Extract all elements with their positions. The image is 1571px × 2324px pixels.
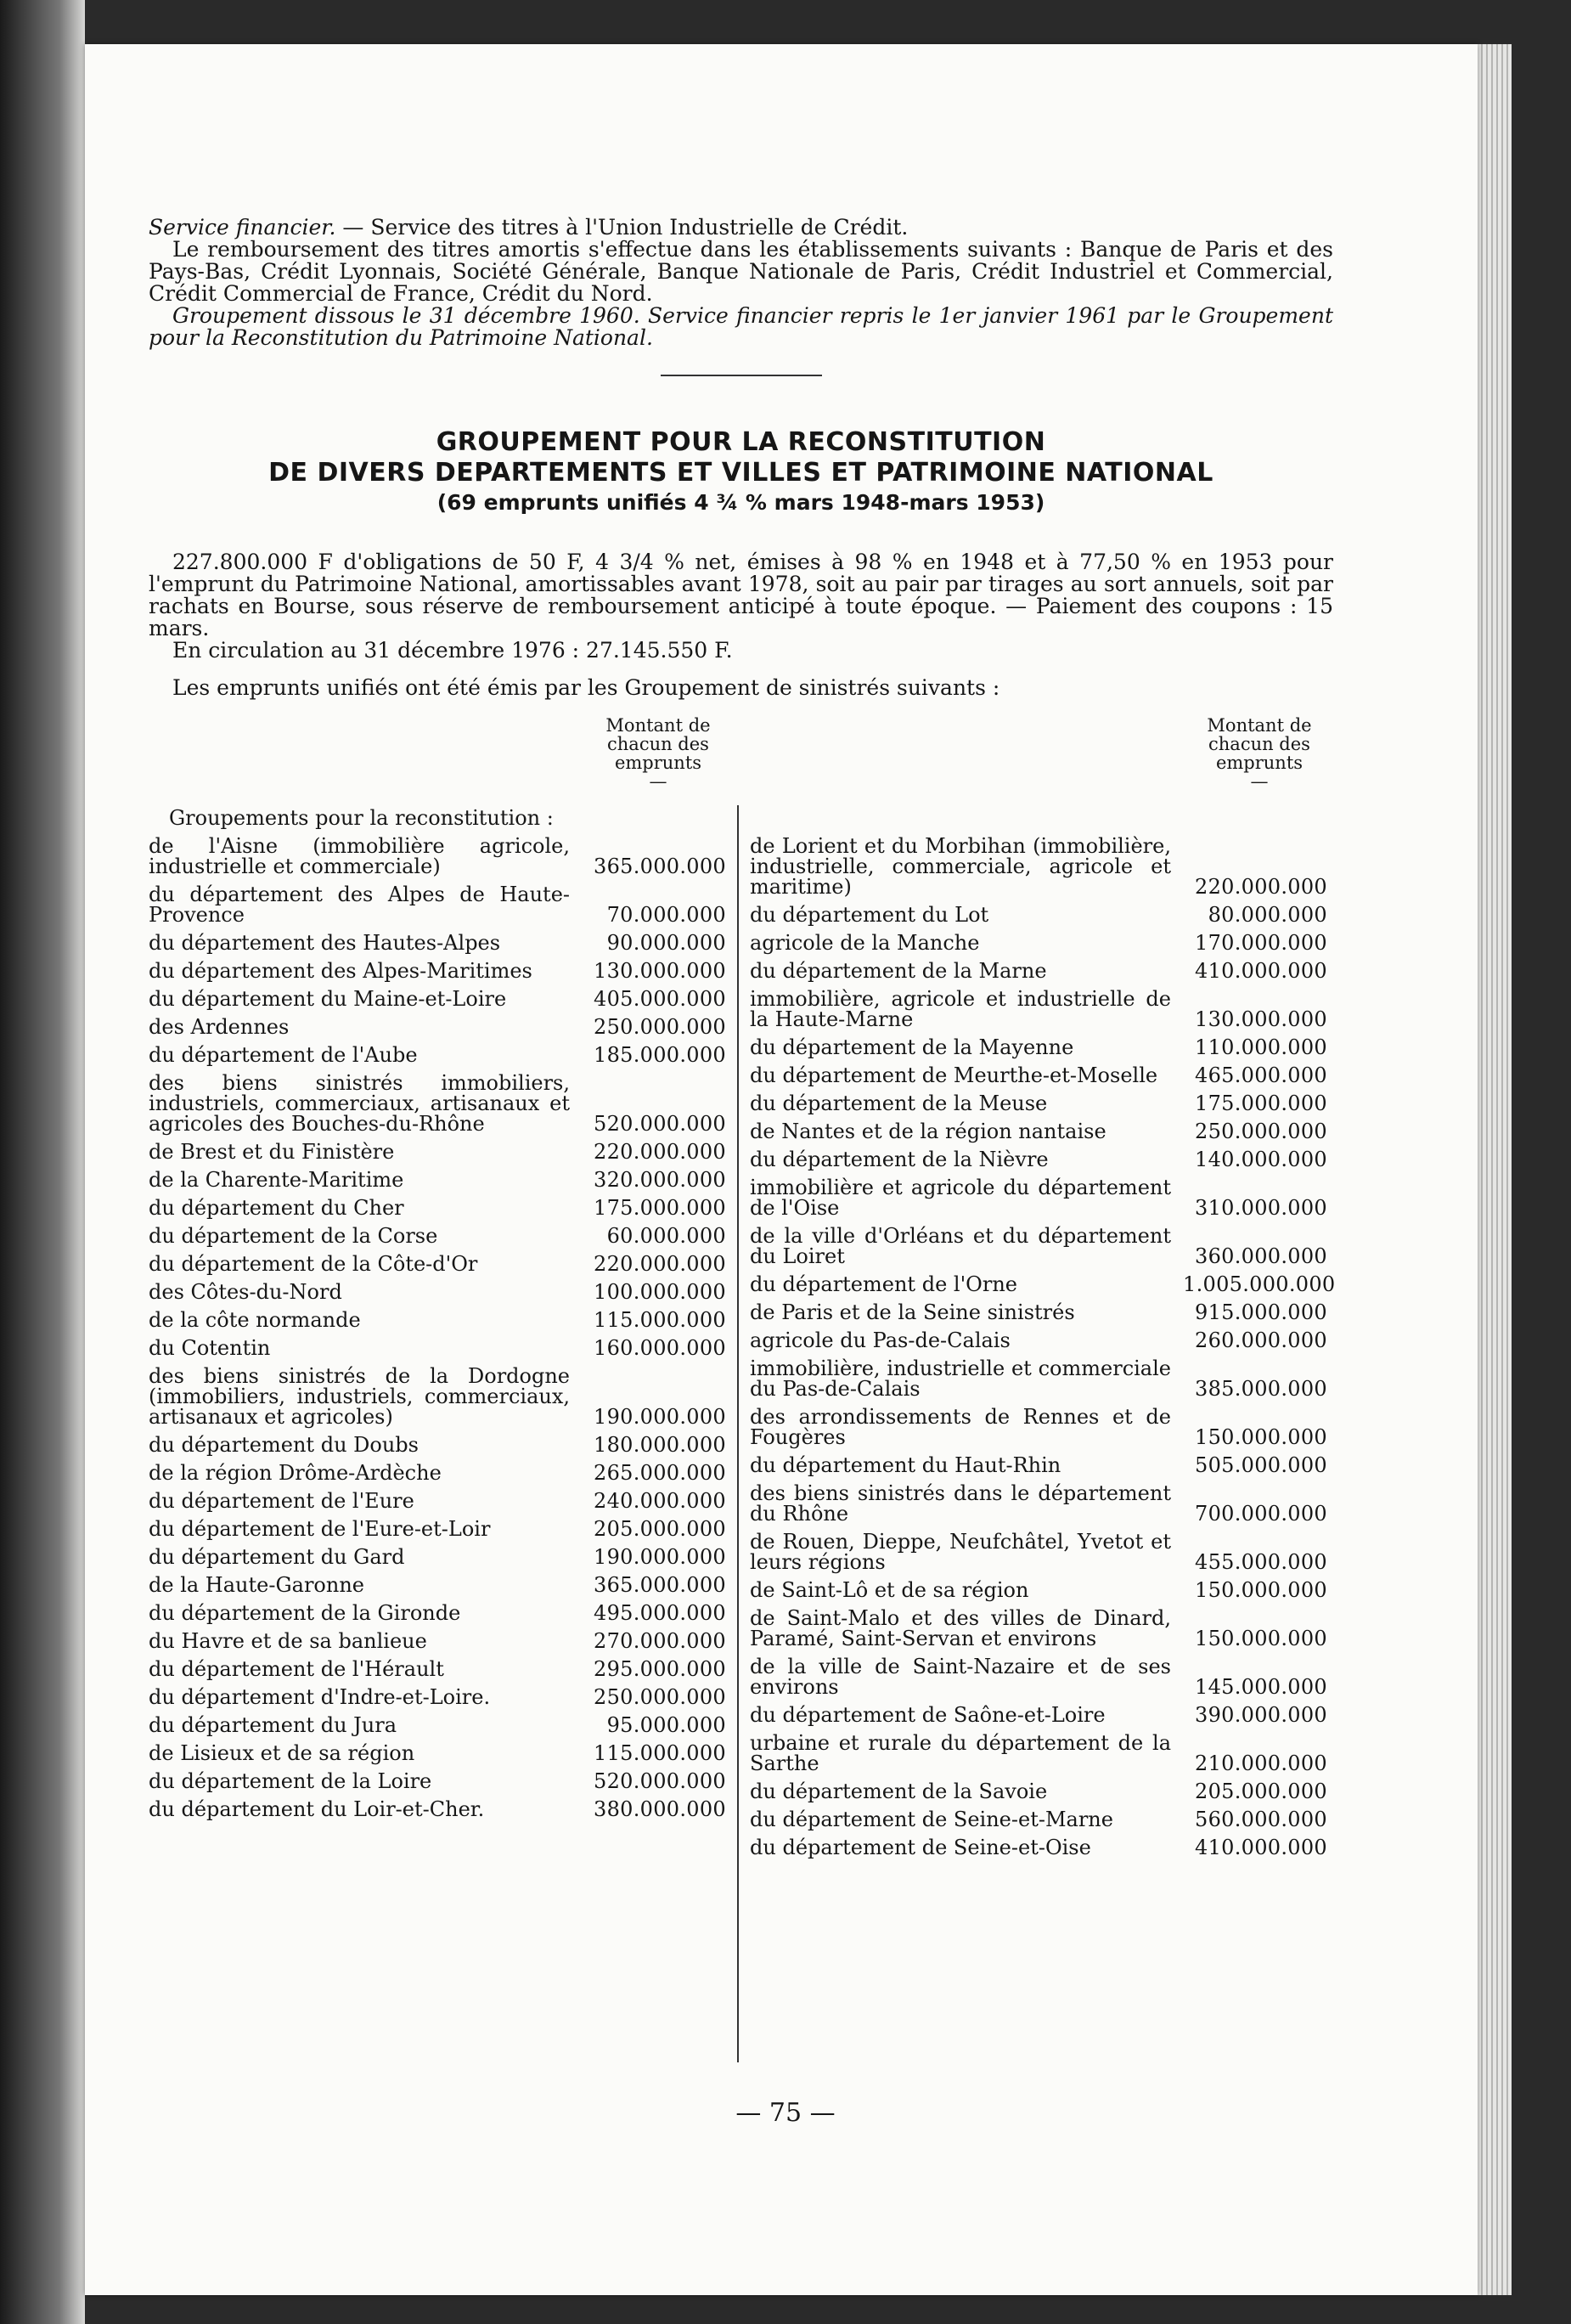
table-row	[750, 1455, 1327, 1475]
emprunt-amount: 180.000.000	[594, 1433, 726, 1457]
left-section-heading: Groupements pour la reconstitution :	[169, 806, 554, 830]
groupement-label: du département du Cher	[149, 1196, 404, 1220]
groupement-label: urbaine et rurale du département de la Sarthe	[750, 1731, 1171, 1775]
groupement-label: du département de la Savoie	[750, 1780, 1048, 1803]
groupement-label: du département de la Marne	[750, 959, 1047, 983]
groupement-label: du département des Hautes-Alpes	[149, 931, 501, 955]
table-row	[149, 1254, 726, 1274]
groupement-label: du département du Maine-et-Loire	[149, 987, 507, 1011]
table-row	[750, 1580, 1327, 1600]
groupement-label: du département du Doubs	[149, 1433, 419, 1457]
table-row	[750, 1358, 1327, 1399]
emprunt-amount: 365.000.000	[594, 855, 726, 878]
groupement-label: du département d'Indre-et-Loire.	[149, 1685, 491, 1709]
table-row	[750, 1656, 1327, 1697]
table-row	[750, 905, 1327, 925]
groupement-label: du département de l'Eure-et-Loir	[149, 1517, 491, 1541]
groupement-label: de la côte normande	[149, 1308, 361, 1332]
emprunt-amount: 520.000.000	[594, 1769, 726, 1793]
emprunt-amount: 90.000.000	[606, 931, 726, 955]
groupement-label: des arrondissements de Rennes et de Fougères	[750, 1405, 1171, 1449]
emprunt-amount: 140.000.000	[1195, 1148, 1327, 1171]
groupement-label: du département de la Côte-d'Or	[149, 1252, 478, 1276]
groupement-label: du département de l'Eure	[149, 1489, 414, 1513]
groupement-label: du département de l'Aube	[149, 1043, 418, 1067]
groupement-label: de Saint-Lô et de sa région	[750, 1578, 1029, 1602]
table-row	[750, 1149, 1327, 1170]
emprunt-amount: 70.000.000	[606, 903, 726, 927]
groupement-label: de la ville de Saint-Nazaire et de ses environs	[750, 1655, 1171, 1699]
table-row	[750, 933, 1327, 953]
emprunt-amount: 115.000.000	[594, 1308, 726, 1332]
service-financier-paragraph	[149, 217, 1333, 239]
groupement-label: du département de la Meuse	[750, 1091, 1048, 1115]
groupement-label: agricole de la Manche	[750, 931, 980, 955]
groupement-label: immobilière et agricole du département de l'Oise	[750, 1176, 1171, 1220]
emprunt-amount: 130.000.000	[1195, 1007, 1327, 1031]
table-row	[149, 1338, 726, 1358]
emprunt-amount: 365.000.000	[594, 1573, 726, 1597]
table-row	[149, 1073, 726, 1134]
groupement-label: immobilière, agricole et industrielle de la Haute-Marne	[750, 987, 1171, 1031]
groupement-label: du Havre et de sa banlieue	[149, 1629, 427, 1653]
emprunt-amount: 190.000.000	[594, 1405, 726, 1429]
groupement-label: du département de Seine-et-Oise	[750, 1836, 1091, 1859]
emprunt-amount: 320.000.000	[594, 1168, 726, 1192]
bond-description-paragraph: 227.800.000 F d'obligations de 50 F, 4 3/4 % net, émises à 98 % en 1948 et à 77,50 % en 1953 pour l'emprunt du Patrimoine National, amortissables avant 1978, soit au pair par tirages au sort annuels, soit par rachats en Bourse, sous réserve de remboursement anticipé à toute époque. — Paiement des coupons : 15 mars.	[149, 550, 1333, 640]
table-row	[149, 1310, 726, 1330]
table-row	[149, 1799, 726, 1819]
left-header-label: Montant de chacun des emprunts	[605, 715, 711, 773]
groupement-label: du département de la Gironde	[149, 1601, 461, 1625]
groupement-label: des biens sinistrés dans le département du Rhône	[750, 1481, 1171, 1526]
emprunt-amount: 310.000.000	[1195, 1196, 1327, 1220]
emprunt-amount: 380.000.000	[594, 1797, 726, 1821]
groupement-label: des Ardennes	[149, 1015, 290, 1039]
left-rows	[149, 836, 726, 1819]
emprunt-amount: 265.000.000	[594, 1461, 726, 1485]
emprunt-amount: 495.000.000	[594, 1601, 726, 1625]
table-row	[149, 1366, 726, 1427]
right-header-label: Montant de chacun des emprunts	[1207, 715, 1312, 773]
groupement-label: agricole du Pas-de-Calais	[750, 1328, 1011, 1352]
separator-rule	[661, 375, 822, 376]
table-row	[149, 1017, 726, 1037]
groupement-label: du département de la Corse	[149, 1224, 438, 1248]
emprunt-amount: 220.000.000	[594, 1140, 726, 1164]
table-row	[750, 989, 1327, 1029]
groupement-label: de l'Aisne (immobilière agricole, industrielle et commerciale)	[149, 834, 570, 878]
groupement-label: du département du Lot	[750, 903, 989, 927]
table-row	[750, 1177, 1327, 1218]
table-row	[149, 1771, 726, 1791]
service-label: Service financier.	[149, 215, 336, 240]
emprunt-amount: 295.000.000	[594, 1657, 726, 1681]
groupement-label: du département des Alpes-Maritimes	[149, 959, 532, 983]
emprunt-amount: 410.000.000	[1195, 1836, 1327, 1859]
table-row	[149, 961, 726, 981]
left-column-header	[149, 716, 726, 791]
emprunt-amount: 150.000.000	[1195, 1425, 1327, 1449]
table-row	[750, 1837, 1327, 1858]
emprunt-amount: 250.000.000	[1195, 1120, 1327, 1143]
emprunt-amount: 175.000.000	[1195, 1091, 1327, 1115]
emprunt-amount: 220.000.000	[1195, 875, 1327, 899]
table-row	[149, 836, 726, 877]
table-row	[149, 1491, 726, 1511]
emprunt-amount: 80.000.000	[1208, 903, 1327, 927]
groupement-label: des biens sinistrés immobiliers, industriels, commerciaux, artisanaux et agricoles des Bouches-du-Rhône	[149, 1071, 570, 1136]
groupement-label: de la région Drôme-Ardèche	[149, 1461, 442, 1485]
table-row	[149, 1142, 726, 1162]
emprunt-amount: 205.000.000	[594, 1517, 726, 1541]
table-row	[149, 1519, 726, 1539]
emprunt-amount: 360.000.000	[1195, 1244, 1327, 1268]
table-row	[149, 1743, 726, 1763]
groupement-label: du département de la Nièvre	[750, 1148, 1049, 1171]
table-row	[750, 1608, 1327, 1649]
emprunt-amount: 210.000.000	[1195, 1751, 1327, 1775]
page-number: — 75 —	[735, 2098, 836, 2128]
table-row	[750, 1330, 1327, 1351]
table-row	[750, 1809, 1327, 1830]
groupement-label: du département de l'Orne	[750, 1272, 1017, 1296]
groupement-label: des biens sinistrés de la Dordogne (immobiliers, industriels, commerciaux, artisanaux et agricoles)	[149, 1364, 570, 1429]
table-row	[750, 1065, 1327, 1086]
service-text: — Service des titres à l'Union Industrielle de Crédit.	[342, 215, 909, 240]
table-row	[149, 1603, 726, 1623]
groupements-intro-paragraph: Les emprunts unifiés ont été émis par les Groupement de sinistrés suivants :	[172, 675, 1000, 700]
emprunt-amount: 145.000.000	[1195, 1675, 1327, 1699]
table-row	[750, 1302, 1327, 1323]
table-row	[750, 1483, 1327, 1524]
groupement-label: de Rouen, Dieppe, Neufchâtel, Yvetot et leurs régions	[750, 1530, 1171, 1574]
table-row	[750, 1407, 1327, 1447]
table-row	[750, 1093, 1327, 1114]
groupement-label: du département du Loir-et-Cher.	[149, 1797, 485, 1821]
table-row	[750, 1531, 1327, 1572]
groupement-label: du département du Gard	[149, 1545, 405, 1569]
emprunt-amount: 130.000.000	[594, 959, 726, 983]
table-row	[149, 1282, 726, 1302]
groupement-label: des Côtes-du-Nord	[149, 1280, 342, 1304]
groupement-label: de la ville d'Orléans et du département du Loiret	[750, 1224, 1171, 1268]
table-row	[149, 1226, 726, 1246]
emprunt-amount: 170.000.000	[1195, 931, 1327, 955]
groupement-label: du département de Seine-et-Marne	[750, 1808, 1113, 1831]
right-rows	[750, 834, 1336, 1859]
table-row	[750, 1226, 1327, 1266]
table-row	[750, 1705, 1327, 1725]
emprunt-amount: 410.000.000	[1195, 959, 1327, 983]
remboursement-paragraph: Le remboursement des titres amortis s'effectue dans les établissements suivants : Banque de Paris et des Pays-Bas, Crédit Lyonnais, Société Générale, Banque Nationale de Paris, Crédit Industriel et Commercial, Crédit Commercial de France, Crédit du Nord.	[149, 237, 1333, 306]
emprunt-amount: 560.000.000	[1195, 1808, 1327, 1831]
emprunt-amount: 455.000.000	[1195, 1550, 1327, 1574]
groupement-label: de Lisieux et de sa région	[149, 1741, 415, 1765]
emprunt-amount: 700.000.000	[1195, 1502, 1327, 1526]
emprunt-amount: 520.000.000	[594, 1112, 726, 1136]
emprunt-amount: 1.005.000.000	[1183, 1272, 1336, 1296]
table-right-column	[750, 715, 1336, 1865]
table-row	[149, 884, 726, 925]
table-row	[149, 1170, 726, 1190]
groupement-label: du département de Meurthe-et-Moselle	[750, 1063, 1158, 1087]
title-line-1: GROUPEMENT POUR LA RECONSTITUTION	[436, 427, 1046, 457]
emprunt-amount: 150.000.000	[1195, 1627, 1327, 1650]
emprunt-amount: 390.000.000	[1195, 1703, 1327, 1727]
table-row	[149, 933, 726, 953]
column-divider	[737, 805, 739, 2062]
emprunt-amount: 465.000.000	[1195, 1063, 1327, 1087]
groupement-label: du département des Alpes de Haute-Provence	[149, 883, 570, 927]
groupement-label: de la Haute-Garonne	[149, 1573, 364, 1597]
emprunt-amount: 405.000.000	[594, 987, 726, 1011]
table-row	[750, 1781, 1327, 1802]
emprunts-table	[149, 715, 1336, 1865]
right-column-header	[750, 716, 1327, 791]
groupement-label: immobilière, industrielle et commerciale du Pas-de-Calais	[750, 1357, 1171, 1401]
table-row	[750, 1121, 1327, 1142]
groupement-label: du département de la Loire	[149, 1769, 432, 1793]
groupement-label: de Paris et de la Seine sinistrés	[750, 1300, 1075, 1324]
emprunt-amount: 160.000.000	[594, 1336, 726, 1360]
emprunt-amount: 185.000.000	[594, 1043, 726, 1067]
groupement-label: du département de la Mayenne	[750, 1035, 1074, 1059]
table-row	[149, 1687, 726, 1707]
groupement-label: de Lorient et du Morbihan (immobilière, industrielle, commerciale, agricole et maritime)	[750, 834, 1171, 899]
groupement-label: du département de Saône-et-Loire	[750, 1703, 1106, 1727]
table-row	[149, 1463, 726, 1483]
emprunt-amount: 60.000.000	[606, 1224, 726, 1248]
table-row	[149, 1547, 726, 1567]
emprunt-amount: 220.000.000	[594, 1252, 726, 1276]
table-row	[149, 1575, 726, 1595]
page-edges	[1478, 44, 1512, 2295]
emprunt-amount: 270.000.000	[594, 1629, 726, 1653]
emprunt-amount: 175.000.000	[594, 1196, 726, 1220]
emprunt-amount: 95.000.000	[606, 1713, 726, 1737]
table-row	[750, 961, 1327, 981]
title-line-3: (69 emprunts unifiés 4 ¾ % mars 1948-mars 1953)	[436, 490, 1045, 515]
emprunt-amount: 110.000.000	[1195, 1035, 1327, 1059]
emprunt-amount: 100.000.000	[594, 1280, 726, 1304]
emprunt-amount: 915.000.000	[1195, 1300, 1327, 1324]
groupement-label: de Brest et du Finistère	[149, 1140, 395, 1164]
table-row	[149, 1045, 726, 1065]
emprunt-amount: 150.000.000	[1195, 1578, 1327, 1602]
groupement-label: du Cotentin	[149, 1336, 271, 1360]
emprunt-amount: 190.000.000	[594, 1545, 726, 1569]
table-left-column	[149, 716, 726, 1865]
table-row	[149, 1659, 726, 1679]
circulation-paragraph: En circulation au 31 décembre 1976 : 27.145.550 F.	[172, 638, 733, 663]
emprunt-amount: 260.000.000	[1195, 1328, 1327, 1352]
emprunt-amount: 250.000.000	[594, 1685, 726, 1709]
table-row	[149, 1198, 726, 1218]
dissous-paragraph: Groupement dissous le 31 décembre 1960. Service financier repris le 1er janvier 1961 par le Groupement pour la Reconstitution du Patrimoine National.	[149, 303, 1333, 350]
right-header-dash: —	[1250, 771, 1269, 792]
left-header-dash: —	[649, 771, 667, 792]
table-row	[149, 1715, 726, 1735]
table-row	[750, 1733, 1327, 1774]
title-line-2: DE DIVERS DEPARTEMENTS ET VILLES ET PATRIMOINE NATIONAL	[268, 458, 1213, 488]
table-row	[149, 1435, 726, 1455]
table-row	[149, 989, 726, 1009]
table-row	[750, 836, 1327, 897]
groupement-label: de Nantes et de la région nantaise	[750, 1120, 1106, 1143]
emprunt-amount: 205.000.000	[1195, 1780, 1327, 1803]
emprunt-amount: 385.000.000	[1195, 1377, 1327, 1401]
groupement-label: du département de l'Hérault	[149, 1657, 444, 1681]
table-row	[750, 1272, 1336, 1296]
groupement-label: de Saint-Malo et des villes de Dinard, Paramé, Saint-Servan et environs	[750, 1606, 1171, 1650]
groupement-label: du département du Haut-Rhin	[750, 1453, 1061, 1477]
emprunt-amount: 250.000.000	[594, 1015, 726, 1039]
table-row	[149, 1631, 726, 1651]
emprunt-amount: 115.000.000	[594, 1741, 726, 1765]
book-spine-shadow	[0, 0, 85, 2324]
groupement-label: du département du Jura	[149, 1713, 397, 1737]
table-row	[750, 1037, 1327, 1058]
emprunt-amount: 505.000.000	[1195, 1453, 1327, 1477]
page-content	[149, 215, 1336, 1865]
emprunt-amount: 240.000.000	[594, 1489, 726, 1513]
groupement-label: de la Charente-Maritime	[149, 1168, 404, 1192]
